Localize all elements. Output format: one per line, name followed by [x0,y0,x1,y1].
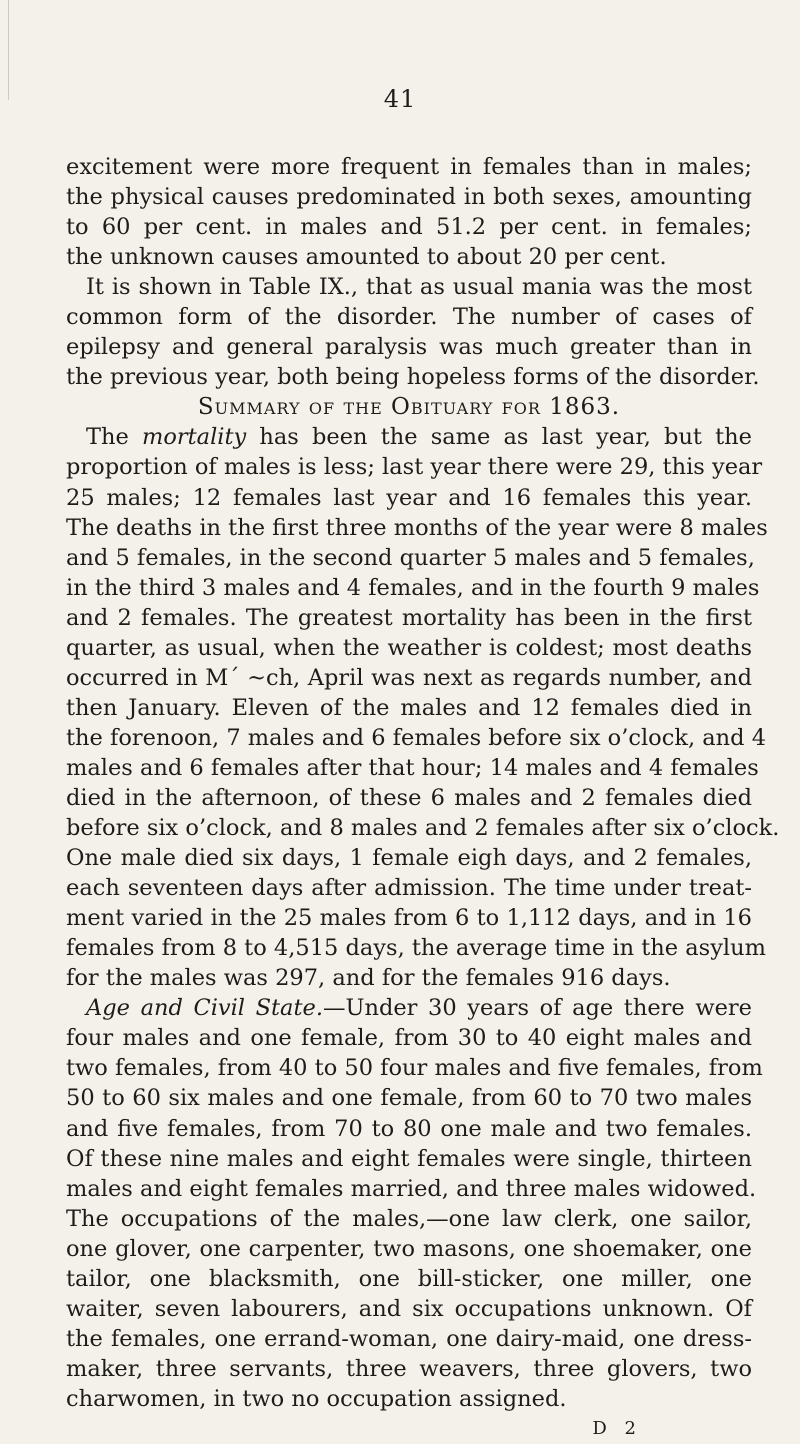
text-line: Of these nine males and eight females were single, thirteen [66,1145,752,1172]
text-line: common form of the disorder. The number of cases of [66,304,752,331]
text-line: and five females, from 70 to 80 one male and two females. [66,1115,752,1142]
text-line: proportion of males is less; last year there were 29, this year [66,454,763,481]
text-line: the previous year, both being hopeless forms of the disorder. [66,364,760,391]
text-line: males and eight females married, and three males widowed. [66,1175,757,1202]
text-line: the unknown causes amounted to about 20 per cent. [66,244,667,271]
text-line: males and 6 females after that hour; 14 males and 4 females [66,754,759,781]
text-line: quarter, as usual, when the weather is coldest; most deaths [66,634,752,661]
text-line: tailor, one blacksmith, one bill-sticker, one miller, one [66,1265,752,1292]
text-line: 50 to 60 six males and one female, from 60 to 70 two males [66,1085,752,1112]
text-line: the females, one errand-woman, one dairy-maid, one dress- [66,1325,752,1352]
text-line: died in the afternoon, of these 6 males and 2 females died [66,784,752,811]
text-line: occurred in M´ ~ch, April was next as regards number, and [66,664,752,691]
text-line: each seventeen days after admission. The time under treat- [66,875,752,902]
page-number: 41 [383,85,417,113]
text-line: epilepsy and general paralysis was much greater than in [66,334,752,361]
text-line-age-civil [66,993,752,1023]
text-line: the physical causes predominated in both sexes, amounting [66,184,752,211]
text-line-age-civil-text: Age and Civil State.—Under 30 years of age there were [86,995,752,1022]
text-line: in the third 3 males and 4 females, and in the fourth 9 males [66,574,760,601]
body-text [66,152,780,1444]
text-line: females from 8 to 4,515 days, the average time in the asylum [66,935,766,962]
text-line: two females, from 40 to 50 four males and five females, from [66,1055,763,1082]
text-line: one glover, one carpenter, two masons, one shoemaker, one [66,1235,752,1262]
text-line: before six o’clock, and 8 males and 2 females after six o’clock. [66,815,780,842]
text-line-mortality-text: The mortality has been the same as last year, but the [86,424,752,451]
text-line: four males and one female, from 30 to 40 eight males and [66,1025,752,1052]
text-line: maker, three servants, three weavers, three glovers, two [66,1355,752,1382]
text-line: and 2 females. The greatest mortality has been in the first [66,604,752,631]
signature-mark: D 2 [592,1417,642,1439]
text-line: waiter, seven labourers, and six occupations unknown. Of [66,1295,752,1322]
text-line: for the males was 297, and for the females 916 days. [66,965,671,992]
text-line: One male died six days, 1 female eigh days, and 2 females, [66,845,752,872]
section-heading: Summary of the Obituary for 1863. [197,394,621,421]
text-line: It is shown in Table IX., that as usual mania was the most [86,274,752,301]
text-line: The deaths in the first three months of the year were 8 males [66,514,768,541]
text-line: and 5 females, in the second quarter 5 males and 5 females, [66,544,755,571]
text-line: excitement were more frequent in females than in males; [66,154,752,180]
text-line: the forenoon, 7 males and 6 females before six o’clock, and 4 [66,724,767,751]
text-line: The occupations of the males,—one law clerk, one sailor, [66,1205,752,1232]
text-line: 25 males; 12 females last year and 16 females this year. [66,484,752,511]
text-line: charwomen, in two no occupation assigned. [66,1385,567,1412]
italic-phrase: mortality [141,424,247,451]
text-line: ment varied in the 25 males from 6 to 1,112 days, and in 16 [66,905,752,932]
text-line-mortality [66,422,752,452]
italic-phrase: Age and Civil State. [86,995,323,1022]
text-line: to 60 per cent. in males and 51.2 per cent. in females; [66,214,752,241]
text-line: then January. Eleven of the males and 12 females died in [66,694,752,721]
